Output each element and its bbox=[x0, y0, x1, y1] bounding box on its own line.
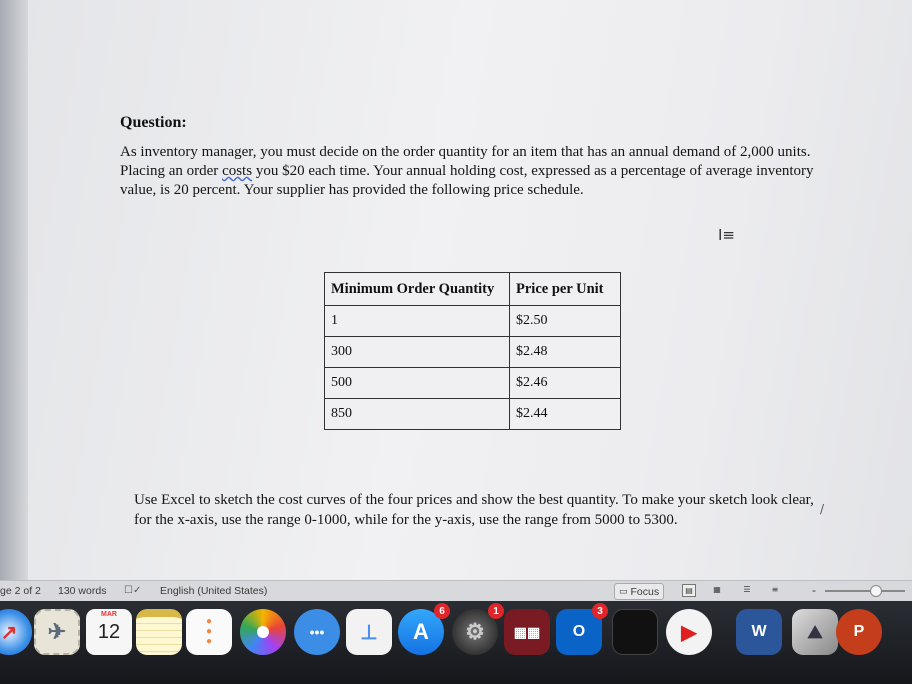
question-label: Question: bbox=[120, 114, 187, 131]
focus-button[interactable] bbox=[614, 583, 664, 600]
dock bbox=[0, 601, 912, 684]
keynote-icon[interactable] bbox=[346, 609, 392, 655]
podium-icon: ⊥ bbox=[360, 621, 378, 644]
table-cell-price: $2.46 bbox=[510, 368, 621, 399]
terminal-icon[interactable] bbox=[612, 609, 658, 655]
system-preferences-badge: 1 bbox=[488, 603, 504, 619]
eagle-icon: ✈ bbox=[47, 619, 67, 644]
calendar-month: MAR bbox=[101, 611, 117, 618]
spellcheck-underlined-word[interactable]: costs bbox=[222, 163, 253, 179]
language-indicator[interactable]: English (United States) bbox=[160, 585, 268, 597]
word-count[interactable]: 130 words bbox=[58, 585, 107, 597]
table-cell-price: $2.48 bbox=[510, 337, 621, 368]
table-cell-price: $2.50 bbox=[510, 306, 621, 337]
word-icon[interactable] bbox=[736, 609, 782, 655]
status-bar bbox=[0, 580, 912, 602]
previous-page-edge bbox=[0, 0, 28, 580]
photo-strip-icon: ▦▦ bbox=[513, 623, 541, 640]
messages-icon[interactable] bbox=[294, 609, 340, 655]
text-cursor-icon: I≡ bbox=[718, 226, 735, 244]
web-layout-view-icon[interactable]: ▦ bbox=[713, 585, 721, 594]
outlook-icon[interactable] bbox=[556, 605, 603, 655]
stray-mark: / bbox=[820, 502, 825, 516]
reminders-list-icon: ● ● ● bbox=[205, 616, 213, 647]
question-text-end: you $20 each time. Your annual holding cost, expressed as a percentage of average inventory value, is 20 percent. Your supplier has provided the following price schedule. bbox=[120, 163, 814, 198]
powerpoint-letter: P bbox=[853, 623, 865, 640]
print-layout-view-icon[interactable]: ▤ bbox=[682, 584, 696, 597]
video-player-icon[interactable] bbox=[666, 609, 712, 655]
play-icon: ▶ bbox=[681, 621, 697, 644]
column-header-min-quantity: Minimum Order Quantity bbox=[325, 273, 510, 306]
table-header-row bbox=[325, 273, 621, 306]
gear-icon: ⚙ bbox=[465, 619, 485, 644]
app-store-a-icon: A bbox=[413, 619, 429, 644]
question-text-start: As inventory manager, you must decide on the order quantity for an item that has an annual demand of 2,000 units. Placing an order bbox=[120, 144, 811, 179]
calendar-day: 12 bbox=[97, 621, 121, 643]
price-schedule-table bbox=[324, 272, 621, 430]
table-cell-quantity: 850 bbox=[325, 399, 510, 430]
focus-label: Focus bbox=[630, 585, 660, 598]
calendar-icon[interactable] bbox=[86, 609, 132, 655]
image-preview-icon[interactable] bbox=[792, 609, 838, 655]
instruction-paragraph: Use Excel to sketch the cost curves of the four prices and show the best quantity. To make your sketch look clear, for the x-axis, use the range 0-1000, while for the y-axis, use the range from 5000 to 5300. bbox=[134, 492, 814, 528]
table-cell-quantity: 300 bbox=[325, 337, 510, 368]
zoom-slider-track[interactable] bbox=[825, 590, 905, 592]
photos-center-icon bbox=[257, 626, 269, 638]
app-store-icon[interactable] bbox=[398, 605, 445, 655]
table-cell-price: $2.44 bbox=[510, 399, 621, 430]
zoom-out-button[interactable]: - bbox=[812, 583, 816, 597]
system-preferences-icon[interactable] bbox=[452, 605, 499, 655]
reminders-icon[interactable] bbox=[186, 609, 232, 655]
table-cell-quantity: 500 bbox=[325, 368, 510, 399]
proofing-icon[interactable]: ☐✓ bbox=[124, 585, 142, 596]
word-letter: W bbox=[751, 623, 767, 640]
outline-view-icon[interactable]: ☰ bbox=[743, 585, 751, 594]
chat-bubble-icon: ••• bbox=[309, 624, 325, 640]
table-row bbox=[325, 306, 621, 337]
column-header-price: Price per Unit bbox=[510, 273, 621, 306]
table-row bbox=[325, 399, 621, 430]
landscape-icon: ⛰ bbox=[807, 621, 823, 642]
page-count[interactable]: ge 2 of 2 bbox=[0, 585, 41, 597]
app-store-badge: 6 bbox=[434, 603, 450, 619]
safari-icon[interactable] bbox=[0, 609, 32, 655]
outlook-letter: O bbox=[572, 623, 586, 640]
photo-booth-icon[interactable] bbox=[504, 609, 550, 655]
outlook-badge: 3 bbox=[592, 603, 608, 619]
mail-stamp-icon[interactable] bbox=[34, 609, 80, 655]
draft-view-icon[interactable]: ≡ bbox=[771, 585, 779, 594]
focus-icon: ▭ bbox=[619, 586, 628, 597]
photos-icon[interactable] bbox=[240, 609, 286, 655]
compass-needle-icon: ↗ bbox=[0, 621, 18, 644]
question-paragraph bbox=[120, 143, 830, 200]
table-row bbox=[325, 337, 621, 368]
table-cell-quantity: 1 bbox=[325, 306, 510, 337]
powerpoint-icon[interactable] bbox=[836, 609, 882, 655]
zoom-slider-knob[interactable] bbox=[870, 585, 882, 597]
table-row bbox=[325, 368, 621, 399]
notes-icon[interactable] bbox=[136, 609, 182, 655]
